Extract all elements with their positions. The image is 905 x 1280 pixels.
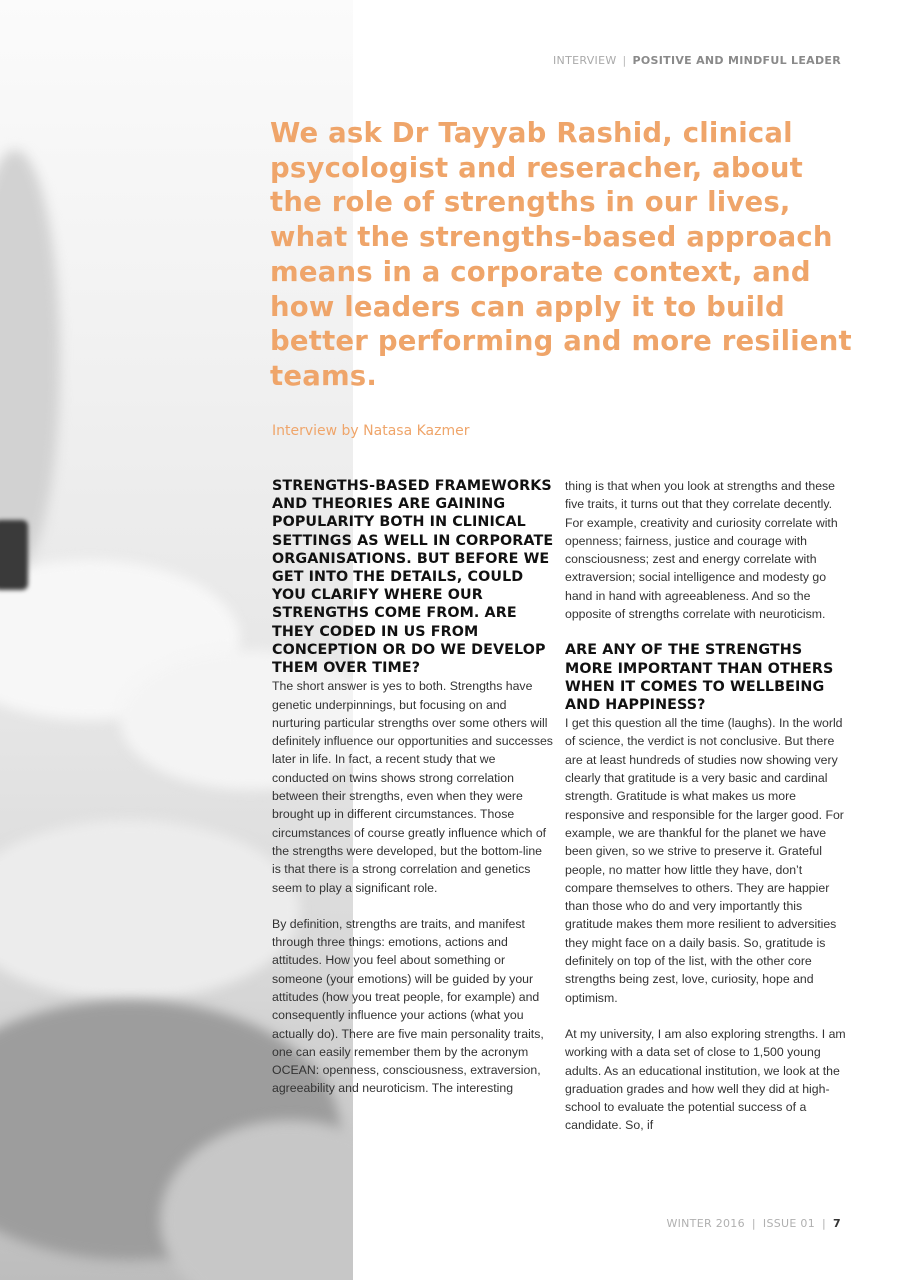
- right-column: [565, 477, 847, 1135]
- footer-separator: |: [751, 1217, 756, 1230]
- byline: Interview by Natasa Kazmer: [272, 423, 470, 439]
- page-number: 7: [833, 1217, 841, 1230]
- header-section: INTERVIEW: [553, 54, 617, 67]
- question-heading: STRENGTHS-BASED FRAMEWORKS AND THEORIES ARE GAINING POPULARITY BOTH IN CLINICAL SETTINGS AS WELL IN CORPORATE ORGANISATIONS. BUT BEFORE WE GET INTO THE DETAILS, COULD YOU CLARIFY WHERE OUR STRENGTHS COME FROM. ARE THEY CODED IN US FROM CONCEPTION OR DO WE DEVELOP THEM OVER TIME?: [272, 478, 554, 677]
- footer-separator: |: [822, 1217, 827, 1230]
- answer-paragraph: At my university, I am also exploring strengths. I am working with a data set of close to 1,500 young adults. As an educational institution, we look at the graduation grades and how well they did at high-school to evaluate the potential success of a candidate. So, if: [565, 1026, 846, 1133]
- footer-season: WINTER 2016: [666, 1217, 745, 1230]
- answer-paragraph: The short answer is yes to both. Strengths have genetic underpinnings, but focusing on and nurturing particular strengths over some others will definitely influence our opportunities and successes later in life. In fact, a recent study that we conducted on twins shows strong correlation between their strengths, even when they were brought up in different circumstances. Those circumstances of course greatly influence which of the strengths were developed, but the bottom-line is that there is a strong correlation and genetics seem to play a significant role.: [272, 679, 553, 895]
- footer-issue: ISSUE 01: [762, 1217, 816, 1230]
- question-heading: ARE ANY OF THE STRENGTHS MORE IMPORTANT THAN OTHERS WHEN IT COMES TO WELLBEING AND HAPPINESS?: [565, 642, 834, 713]
- answer-paragraph: By definition, strengths are traits, and manifest through three things: emotions, actions and attitudes. How you feel about something or someone (your emotions) will be guided by your attitudes (how you treat people, for example) and consequently influence your actions (what you actually do). There are five main personality traits, one can easily remember them by the acronym OCEAN: openness, consciousness, extraversion, agreeability and neuroticism. The interesting: [272, 916, 544, 1096]
- header-topic: POSITIVE AND MINDFUL LEADER: [632, 54, 841, 67]
- left-column: [272, 477, 554, 1098]
- header-separator: |: [622, 54, 627, 67]
- page-footer: [666, 1217, 841, 1230]
- answer-paragraph: I get this question all the time (laughs). In the world of science, the verdict is not conclusive. But there are at least hundreds of studies now showing very clearly that gratitude is a very basic and cardinal strength. Gratitude is what makes us more responsive and responsible for the larger good. For example, we are thankful for the planet we have been given, so we strive to preserve it. Grateful people, no matter how little they have, don’t compare themselves to others. They are happier than those who do and very importantly this gratitude makes them more resilient to adversities they might face on a daily basis. So, gratitude is definitely on top of the list, with the other core strengths being zest, love, curiosity, hope and optimism.: [565, 716, 844, 1005]
- running-header: [553, 54, 841, 67]
- intro-standfirst: We ask Dr Tayyab Rashid, clinical psycologist and reseracher, about the role of strengths in our lives, what the strengths-based approach means in a corporate context, and how leaders can apply it to build better performing and more resilient teams.: [270, 117, 852, 392]
- continuation-paragraph: thing is that when you look at strengths and these five traits, it turns out that they correlate decently. For example, creativity and curiosity correlate with openness; fairness, justice and courage with consciousness; zest and energy correlate with extraversion; social intelligence and modesty go hand in hand with agreeableness. And so the opposite of strengths correlate with neuroticism.: [565, 479, 838, 622]
